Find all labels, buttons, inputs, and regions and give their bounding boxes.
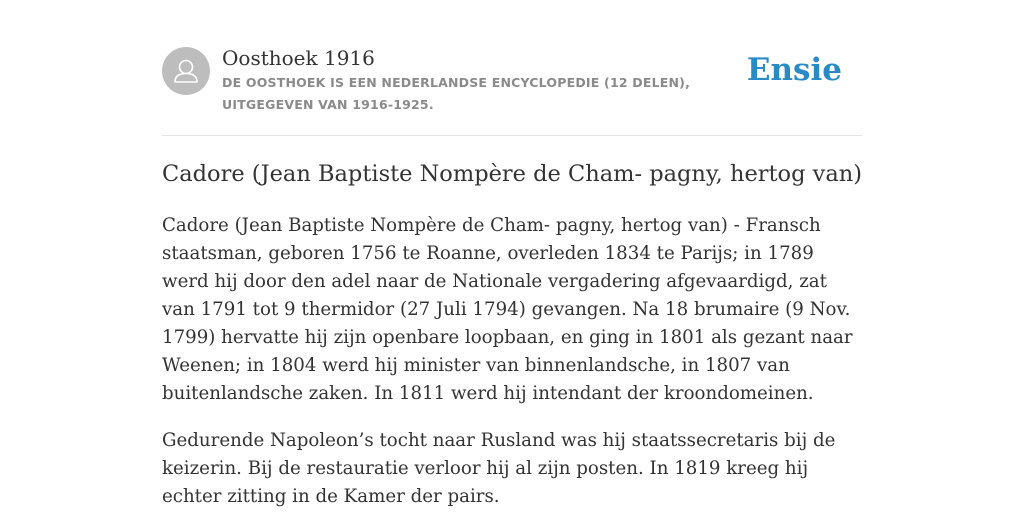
article-title: Cadore (Jean Baptiste Nompère de Cham- pagny, hertog van) — [162, 161, 863, 187]
source-header — [162, 44, 862, 124]
source-description: DE OOSTHOEK IS EEN NEDERLANDSE ENCYCLOPEDIE (12 DELEN), UITGEGEVEN VAN 1916-1925. — [222, 75, 691, 112]
user-silhouette-icon — [162, 47, 210, 95]
article-paragraph: Gedurende Napoleon’s tocht naar Rusland was hij staatssecretaris bij de keizerin. Bij de restauratie verloor hij al zijn posten. In 1819 kreeg hij echter zitting in de Kamer der pairs. — [162, 430, 836, 507]
article-paragraph: Cadore (Jean Baptiste Nompère de Cham- pagny, hertog van) - Fransch staatsman, geboren 1756 te Roanne, overleden 1834 te Parijs; in 1789 werd hij door den adel naar de Nationale vergadering afgevaardigd, zat van 1791 tot 9 thermidor (27 Juli 1794) gevangen. Na 18 brumaire (9 Nov. 1799) hervatte hij zijn openbare loopbaan, en ging in 1801 als gezant naar Weenen; in 1804 werd hij minister van binnenlandsche, in 1807 van buitenlandsche zaken. In 1811 werd hij intendant der kroondomeinen. — [162, 215, 853, 404]
user-avatar-icon[interactable] — [162, 47, 210, 95]
source-title[interactable]: Oosthoek 1916 — [222, 46, 375, 70]
header-divider — [162, 135, 862, 136]
article-body — [162, 212, 862, 512]
ensie-logo[interactable]: Ensie — [746, 52, 842, 88]
